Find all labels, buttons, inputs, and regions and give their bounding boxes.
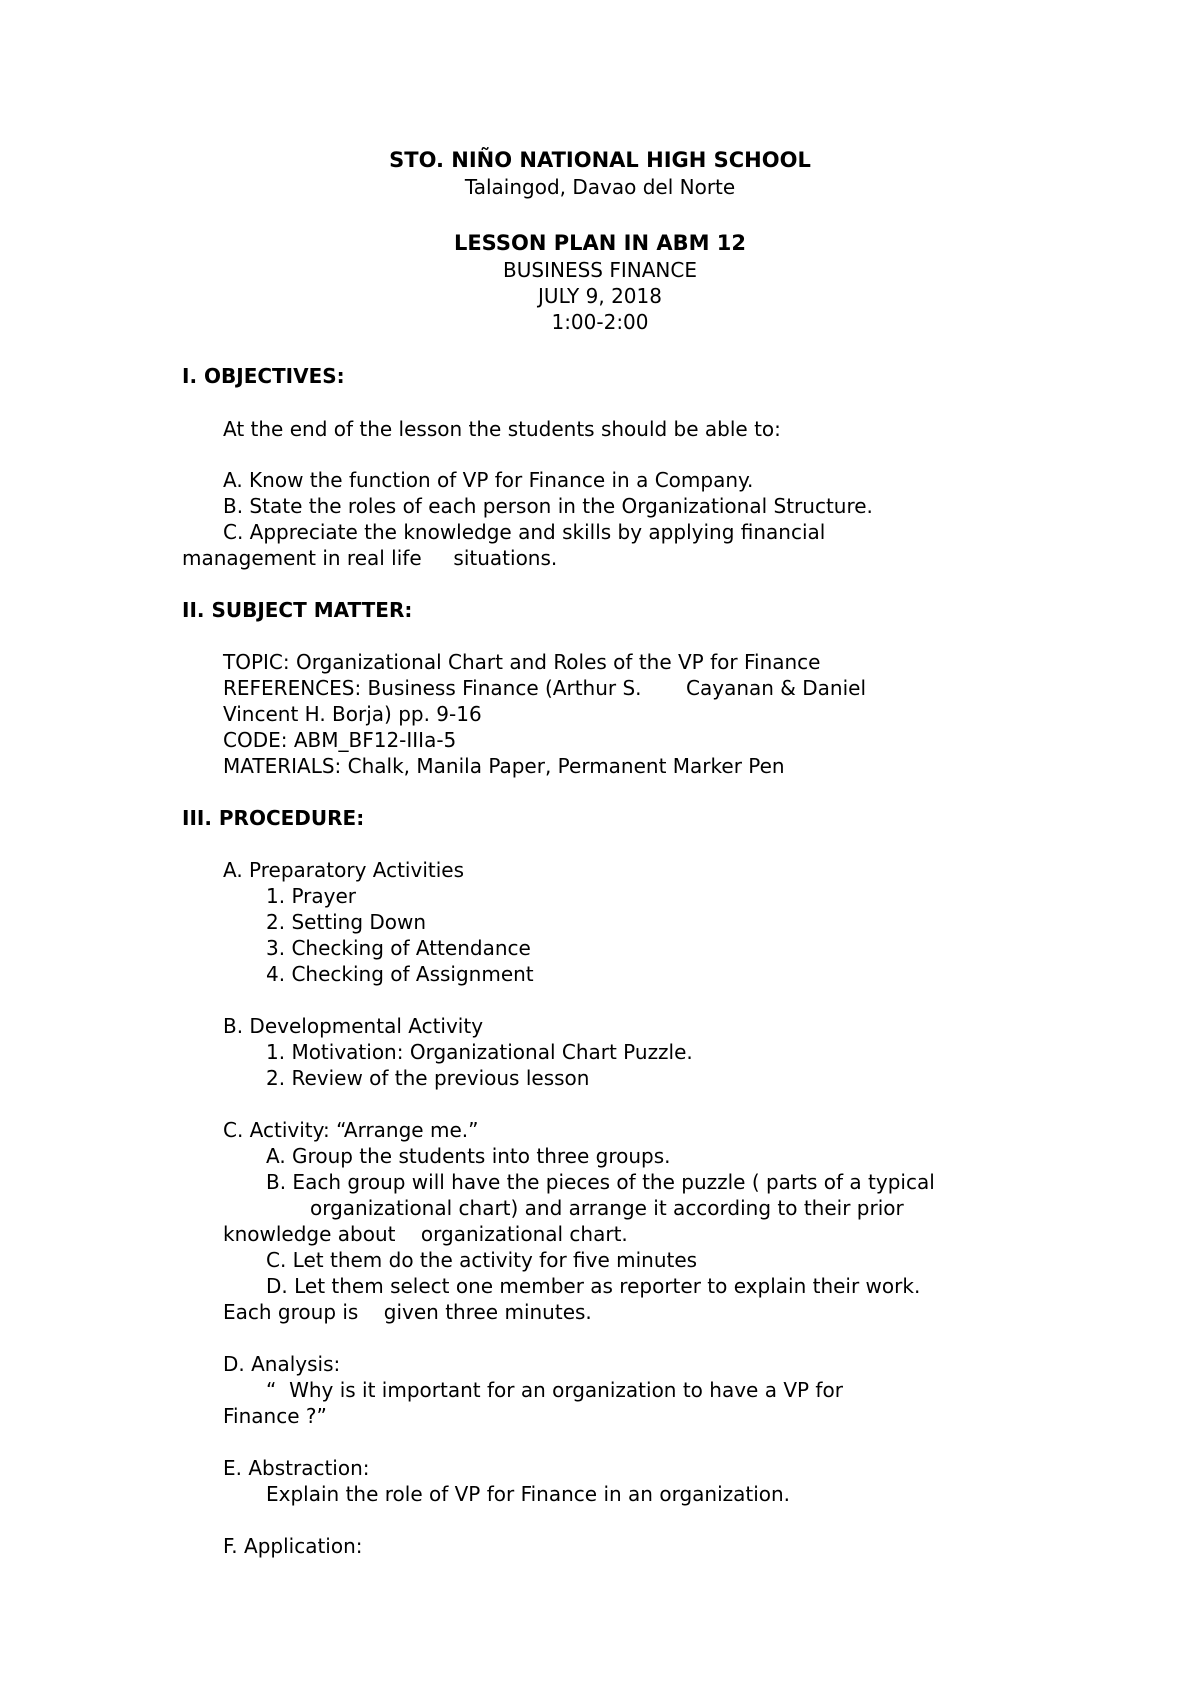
objectives-intro: At the end of the lesson the students should be able to: [223,417,781,441]
section-heading-objectives: I. OBJECTIVES: [182,364,345,388]
activity-step-b-line2: organizational chart) and arrange it according to their prior [310,1196,904,1220]
school-location: Talaingod, Davao del Norte [464,175,736,199]
abstraction-text: Explain the role of VP for Finance in an organization. [266,1482,791,1506]
lesson-plan-title: LESSON PLAN IN ABM 12 [453,231,747,255]
analysis-question-line2: Finance ?” [223,1404,327,1428]
procedure-application-title: F. Application: [223,1534,363,1558]
activity-step-a: A. Group the students into three groups. [266,1144,671,1168]
subject-materials: MATERIALS: Chalk, Manila Paper, Permanent Marker Pen [223,754,785,778]
procedure-preparatory-title: A. Preparatory Activities [223,858,465,882]
objective-b: B. State the roles of each person in the Organizational Structure. [223,494,873,518]
list-item: 4. Checking of Assignment [266,962,534,986]
section-heading-subject-matter: II. SUBJECT MATTER: [182,598,413,622]
activity-step-b-line3: knowledge about organizational chart. [223,1222,628,1246]
objective-c-line1: C. Appreciate the knowledge and skills by applying financial [223,520,826,544]
lesson-time: 1:00-2:00 [551,310,649,334]
section-heading-procedure: III. PROCEDURE: [182,806,365,830]
activity-step-c: C. Let them do the activity for five minutes [266,1248,698,1272]
activity-step-b-line1: B. Each group will have the pieces of the puzzle ( parts of a typical [266,1170,935,1194]
list-item: 1. Motivation: Organizational Chart Puzzle. [266,1040,693,1064]
list-item: 1. Prayer [266,884,356,908]
lesson-date: JULY 9, 2018 [538,284,662,308]
subject-topic: TOPIC: Organizational Chart and Roles of the VP for Finance [223,650,821,674]
subject-references-line1: REFERENCES: Business Finance (Arthur S. Cayanan & Daniel [223,676,866,700]
list-item: 2. Setting Down [266,910,427,934]
activity-step-d-line2: Each group is given three minutes. [223,1300,592,1324]
subject-name: BUSINESS FINANCE [503,258,697,282]
procedure-developmental-title: B. Developmental Activity [223,1014,484,1038]
analysis-question-line1: “ Why is it important for an organization to have a VP for [266,1378,843,1402]
list-item: 2. Review of the previous lesson [266,1066,590,1090]
list-item: 3. Checking of Attendance [266,936,531,960]
school-name: STO. NIÑO NATIONAL HIGH SCHOOL [389,148,811,172]
subject-references-line2: Vincent H. Borja) pp. 9-16 [223,702,482,726]
objective-a: A. Know the function of VP for Finance in a Company. [223,468,754,492]
procedure-analysis-title: D. Analysis: [223,1352,341,1376]
procedure-activity-title: C. Activity: “Arrange me.” [223,1118,479,1142]
subject-code: CODE: ABM_BF12-IIIa-5 [223,728,457,752]
procedure-abstraction-title: E. Abstraction: [223,1456,370,1480]
objective-c-line2: management in real life situations. [182,546,558,570]
activity-step-d-line1: D. Let them select one member as reporter to explain their work. [266,1274,921,1298]
